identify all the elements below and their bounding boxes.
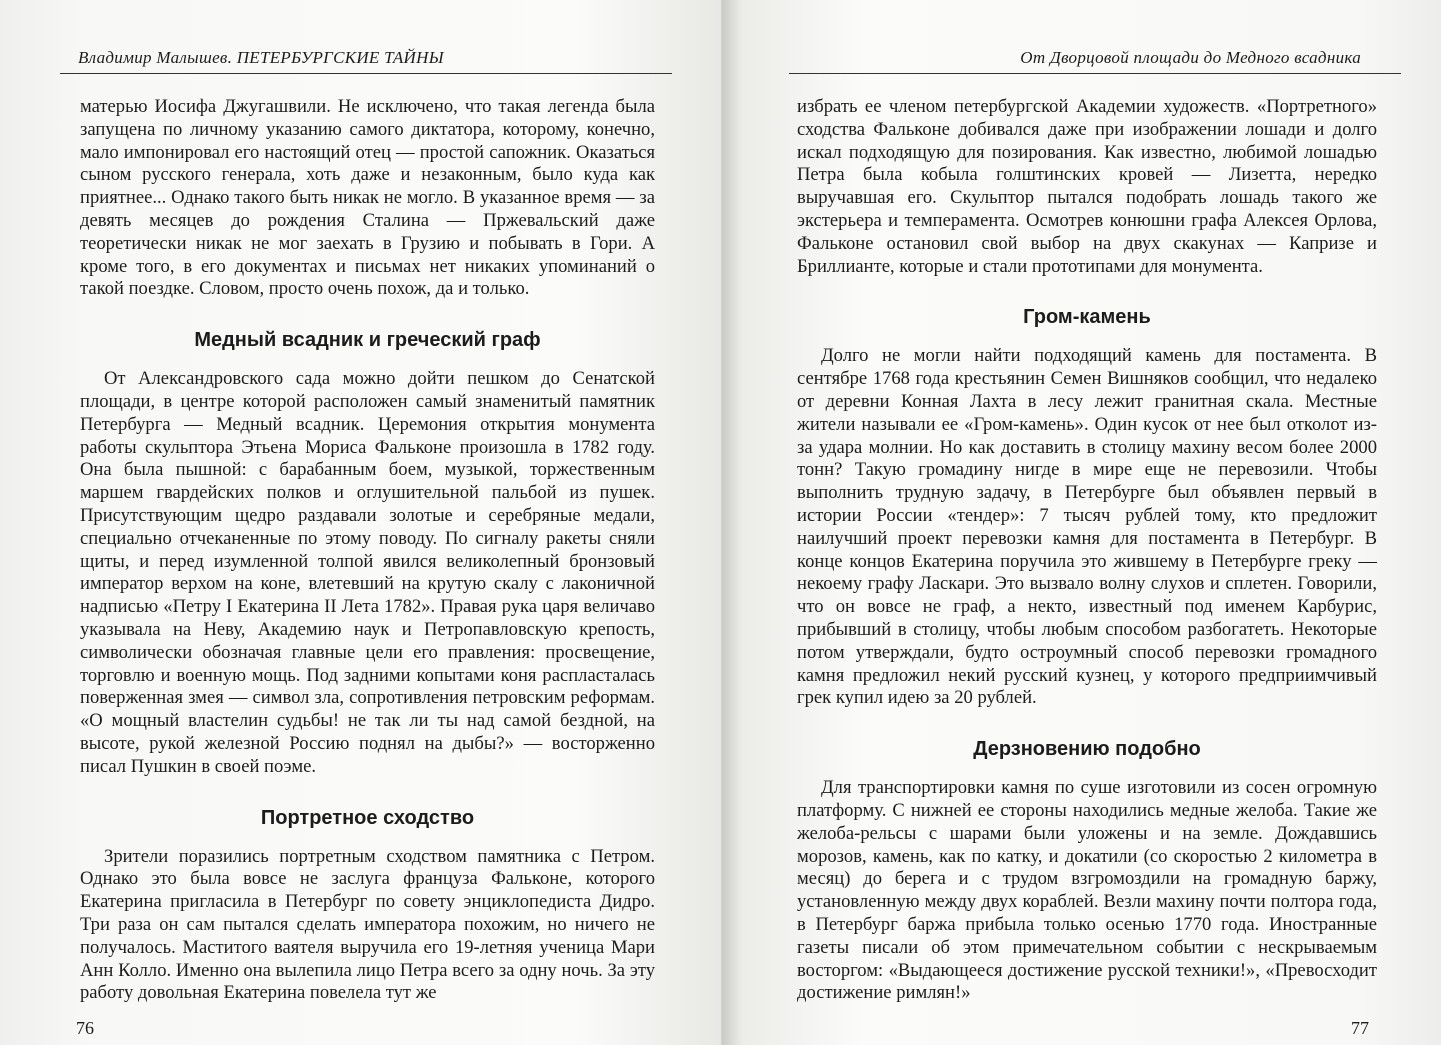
paragraph-bronze-horseman: От Александровского сада можно дойти пешком до Сенатской площади, в центре которой расположен самый знаменитый памятник Петербурга — Медный всадник. Церемония открытия монумента работы скульптора Этьена Мориса Фальконе произошла в 1782 году. Она была пышной: с барабанным боем, музыкой, торжественным маршем гвардейских полков и оглушительной пальбой из пушек. Присутствующим щедро раздавали золотые и серебряные медали, специально отчеканенные по этому поводу. По сигналу ракеты сняли щиты, и перед изумленной толпой явился великолепный бронзовый император верхом на коне, влетевший на крутую скалу с лаконичной надписью «Петру I Екатерина II Лета 1782». Правая рука царя величаво указывала на Неву, Академию наук и Петропавловскую крепость, символически обозначая главные цели его правления: просвещение, торговлю и военную мощь. Под задними копытами коня распласталась поверженная змея — символ зла, сопротивления петровским реформам. «О мощный властелин судьбы! не так ли ты над самой бездной, на высоте, рукой железной Россию поднял на дыбы?» — восторженно писал Пушкин в своей поэме. — [80, 368, 655, 777]
header-rule-left — [60, 73, 672, 74]
right-page — [721, 0, 1441, 1045]
paragraph-daring: Для транспортировки камня по суше изготовили из сосен огромную платформу. С нижней ее стороны находились медные желоба. Такие же желоба-рельсы с шарами были уложены и на земле. Дождавшись морозов, камень, как по катку, и докатили (со скоростью 2 километра в месяц) до берега и с трудом взгромоздили на громадную баржу, установленную между двух кораблей. Везли махину почти полтора года, в Петербург баржа прибыла только осенью 1770 года. Иностранные газеты писали об этом примечательном событии с нескрываемым восторгом: «Выдающееся достижение русской техники!», «Превосходит достижение римлян!» — [797, 777, 1377, 1004]
section-heading-daring: Дерзновению подобно — [973, 738, 1201, 761]
left-page-body — [80, 96, 655, 1005]
section-heading-bronze-horseman: Медный всадник и греческий граф — [194, 329, 541, 352]
header-rule-right — [789, 73, 1401, 74]
left-page — [0, 0, 720, 1045]
page-number-right: 77 — [1351, 1018, 1369, 1038]
page-number-left: 76 — [76, 1018, 94, 1038]
section-heading-portrait-likeness: Портретное сходство — [260, 806, 475, 829]
running-head-left: Владимир Малышев. ПЕТЕРБУРГСКИЕ ТАЙНЫ — [78, 48, 444, 67]
continuation-paragraph-right: избрать ее членом петербургской Академии художеств. «Портретного» сходства Фальконе добивался даже при изображении лошади и долго искал подходящую для позирования. Как известно, любимой лошадью Петра была кобыла голштинских кровей — Лизетта, нередко выручавшая его. Скульптор пытался подобрать лошадь такого же экстерьера и темперамента. Осмотрев конюшни графа Алексея Орлова, Фальконе остановил свой выбор на двух скакунах — Капризе и Бриллианте, которые и стали прототипами для монумента. — [797, 96, 1377, 277]
continuation-paragraph-left: матерью Иосифа Джугашвили. Не исключено, что такая легенда была запущена по личному указанию самого диктатора, которому, конечно, мало импонировал его настоящий отец — простой сапожник. Оказаться сыном русского генерала, хоть даже и незаконным, было куда как приятнее... Однако такого быть никак не могло. В указанное время — за девять месяцев до рождения Сталина — Пржевальский даже теоретически никак не мог заехать в Грузию и побывать в Гори. А кроме того, в его документах и письмах нет никаких упоминаний о такой поездке. Словом, просто очень похож, да и только. — [80, 96, 655, 300]
paragraph-thunder-stone: Долго не могли найти подходящий камень для постамента. В сентябре 1768 года крестьянин Семен Вишняков сообщил, что недалеко от деревни Конная Лахта в лесу лежит гранитная скала. Местные жители называли ее «Гром-камень». Один кусок от нее был отколот из-за удара молнии. Но как доставить в столицу махину весом более 2000 тонн? Такую громадину нигде в мире еще не перевозили. Чтобы выполнить трудную задачу, в Петербурге был объявлен первый в истории России «тендер»: 7 тысяч рублей тому, кто предложит наилучший проект перевозки камня для постамента в Петербург. В конце концов Екатерина поручила это жившему в Петербурге греку — некоему графу Ласкари. Это вызвало волну слухов и сплетен. Говорили, что он вовсе не граф, а некто, известный под именем Карбурис, прибывший в столицу, чтобы любым способом разбогатеть. Некоторые потом утверждали, будто остроумный способ перевозки громадного камня предложил некий русский кузнец, у которого предприимчивый грек купил идею за 20 рублей. — [797, 345, 1377, 709]
running-head-right: От Дворцовой площади до Медного всадника — [1020, 48, 1361, 67]
section-heading-thunder-stone: Гром-камень — [1023, 306, 1151, 329]
paragraph-portrait-likeness: Зрители поразились портретным сходством памятника с Петром. Однако это была вовсе не заслуга француза Фальконе, которого Екатерина пригласила в Петербург по совету энциклопедиста Дидро. Три раза он сам пытался сделать императора похожим, но ничего не получалось. Маститого ваятеля выручила его 19-летняя ученица Мари Анн Колло. Именно она вылепила лицо Петра всего за одну ночь. За эту работу довольная Екатерина повелела тут же — [80, 845, 655, 1004]
right-page-body — [797, 96, 1377, 1005]
